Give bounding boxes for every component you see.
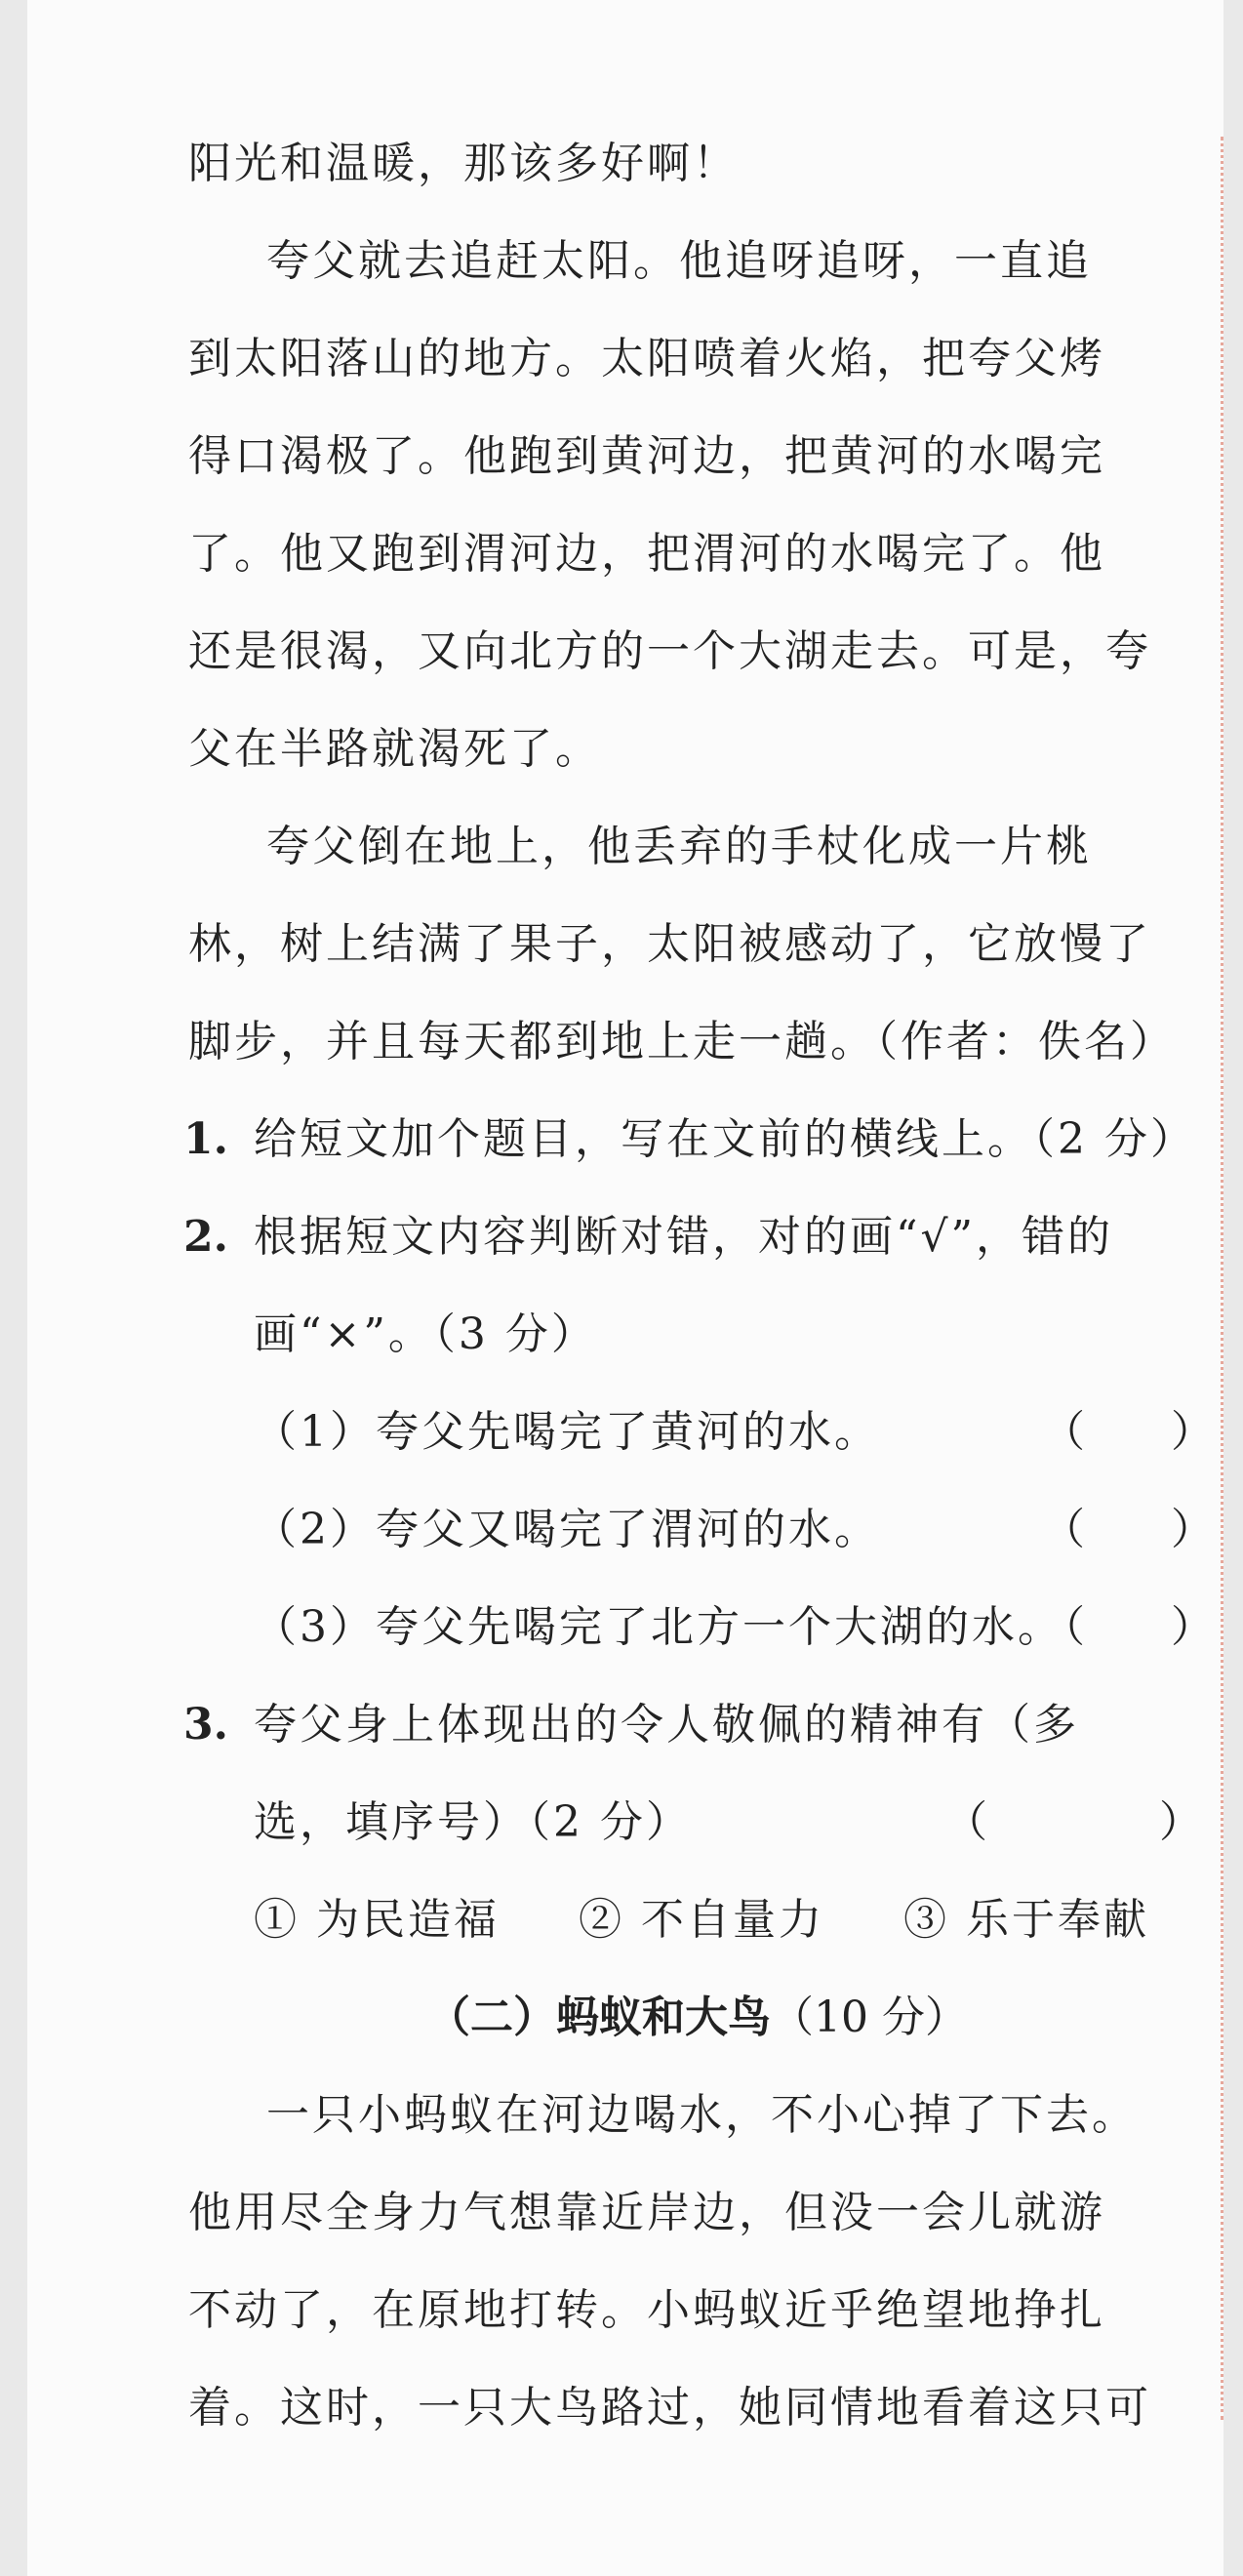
worksheet-page — [27, 0, 1223, 2576]
passage-line: 夸父倒在地上，他丢弃的手杖化成一片桃 — [266, 822, 1092, 871]
passage-line: 夸父就去追赶太阳。他追呀追呀，一直追 — [266, 236, 1092, 286]
passage-line: 林，树上结满了果子，太阳被感动了，它放慢了 — [188, 919, 1151, 969]
choice-option: ② 不自量力 — [579, 1895, 824, 1945]
passage-line: 阳光和温暖，那该多好啊！ — [188, 139, 739, 188]
section-prefix: （二） — [427, 1992, 556, 2042]
passage-line: 他用尽全身力气想靠近岸边，但没一会儿就游 — [188, 2188, 1105, 2237]
judge-item-label: （3）夸父先喝完了北方一个大湖的水。 — [254, 1602, 1063, 1652]
question-text: 给短文加个题目，写在文前的横线上。（2 分） — [254, 1114, 1196, 1164]
choice-option: ③ 乐于奉献 — [903, 1895, 1149, 1945]
answer-bracket[interactable]: （ ） — [1042, 1407, 1214, 1457]
answer-bracket[interactable]: （ ） — [1042, 1505, 1214, 1554]
question-number: 2. — [183, 1212, 228, 1262]
margin-dotted-line — [1221, 137, 1223, 2420]
section-title: 蚂蚁和大鸟 — [556, 1992, 771, 2042]
answer-bracket[interactable]: （ ） — [1042, 1602, 1214, 1652]
question-text: 夸父身上体现出的令人敬佩的精神有（多 — [254, 1700, 1079, 1750]
passage-line: 父在半路就渴死了。 — [188, 724, 601, 774]
choice-option: ① 为民造福 — [254, 1895, 500, 1945]
passage-line: 还是很渴，又向北方的一个大湖走去。可是，夸 — [188, 626, 1151, 676]
judge-item-label: （2）夸父又喝完了渭河的水。 — [254, 1505, 880, 1554]
answer-bracket[interactable]: （ ） — [944, 1797, 1202, 1847]
passage-line: 着。这时，一只大鸟路过，她同情地看着这只可 — [188, 2383, 1151, 2433]
passage-line: 一只小蚂蚁在河边喝水，不小心掉了下去。 — [266, 2090, 1138, 2140]
section-score: （10 分） — [771, 1992, 968, 2042]
passage-line: 得口渴极了。他跑到黄河边，把黄河的水喝完 — [188, 431, 1105, 481]
question-text: 选，填序号）（2 分） — [254, 1797, 692, 1847]
question-text: 根据短文内容判断对错，对的画“√”，错的 — [254, 1212, 1114, 1262]
question-number: 1. — [183, 1114, 228, 1164]
question-text: 画“×”。（3 分） — [254, 1309, 597, 1359]
choice-options — [254, 1891, 1212, 1950]
passage-line: 到太阳落山的地方。太阳喷着火焰，把夸父烤 — [188, 334, 1105, 383]
question-number: 3. — [183, 1700, 228, 1750]
section-heading — [427, 1989, 1013, 2047]
judge-item-label: （1）夸父先喝完了黄河的水。 — [254, 1407, 880, 1457]
passage-line: 了。他又跑到渭河边，把渭河的水喝完了。他 — [188, 529, 1105, 579]
passage-line: 脚步，并且每天都到地上走一趟。（作者：佚名） — [188, 1017, 1176, 1067]
passage-line: 不动了，在原地打转。小蚂蚁近乎绝望地挣扎 — [188, 2285, 1105, 2335]
